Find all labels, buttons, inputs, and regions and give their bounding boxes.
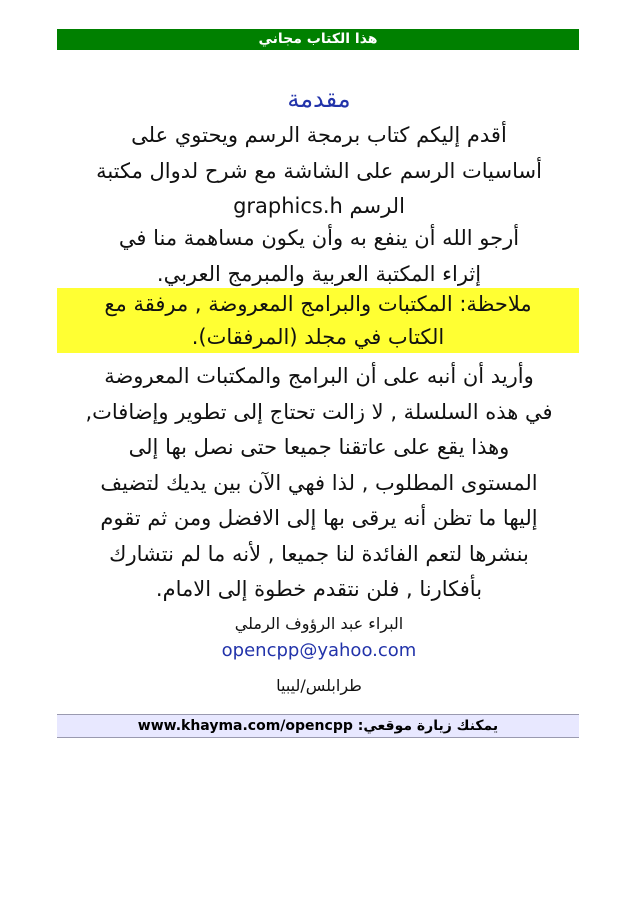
intro-paragraph bbox=[40, 118, 598, 225]
website-link[interactable]: www.khayma.com/opencpp bbox=[137, 718, 353, 734]
body-line: إليها ما تظن أنه يرقى بها إلى الافضل ومن ثم تقوم bbox=[100, 506, 538, 530]
free-book-banner bbox=[57, 29, 579, 50]
hope-paragraph bbox=[40, 221, 598, 292]
author-name: البراء عبد الرؤوف الرملي bbox=[234, 614, 404, 633]
hope-line: إثراء المكتبة العربية والمبرمج العربي. bbox=[156, 261, 482, 286]
intro-line: الرسم graphics.h bbox=[233, 194, 405, 218]
author-location: طرابلس/ليبيا bbox=[276, 676, 362, 695]
footer-label: يمكنك زيارة موقعي: bbox=[357, 718, 499, 734]
intro-line: أساسيات الرسم على الشاشة مع شرح لدوال مكتبة bbox=[96, 158, 542, 183]
body-line: بأفكارنا , فلن نتقدم خطوة إلى الامام. bbox=[155, 577, 483, 601]
banner-text: هذا الكتاب مجاني bbox=[258, 31, 378, 47]
body-line: وهذا يقع على عاتقنا جميعا حتى نصل بها إلى bbox=[128, 435, 510, 459]
body-line: المستوى المطلوب , لذا فهي الآن بين يديك لتضيف bbox=[100, 470, 538, 495]
author-email-link[interactable]: opencpp@yahoo.com bbox=[221, 640, 417, 661]
body-line: بنشرها لتعم الفائدة لنا جميعا , لأنه ما لم نتشارك bbox=[109, 541, 529, 566]
intro-line: أقدم إليكم كتاب برمجة الرسم ويحتوي على bbox=[131, 123, 507, 147]
body-line: وأريد أن أنبه على أن البرامج والمكتبات المعروضة bbox=[104, 364, 534, 388]
body-paragraph bbox=[22, 359, 616, 608]
note-line: الكتاب في مجلد (المرفقات). bbox=[191, 325, 445, 349]
body-line: في هذه السلسلة , لا زالت تحتاج إلى تطوير وإضافات, bbox=[85, 399, 553, 424]
note-paragraph bbox=[57, 288, 579, 354]
website-footer bbox=[57, 714, 579, 738]
note-line: ملاحظة: المكتبات والبرامج المعروضة , مرفقة مع bbox=[104, 292, 532, 316]
page-title: مقدمة bbox=[287, 85, 351, 113]
hope-line: أرجو الله أن ينفع به وأن يكون مساهمة منا في bbox=[118, 226, 520, 250]
